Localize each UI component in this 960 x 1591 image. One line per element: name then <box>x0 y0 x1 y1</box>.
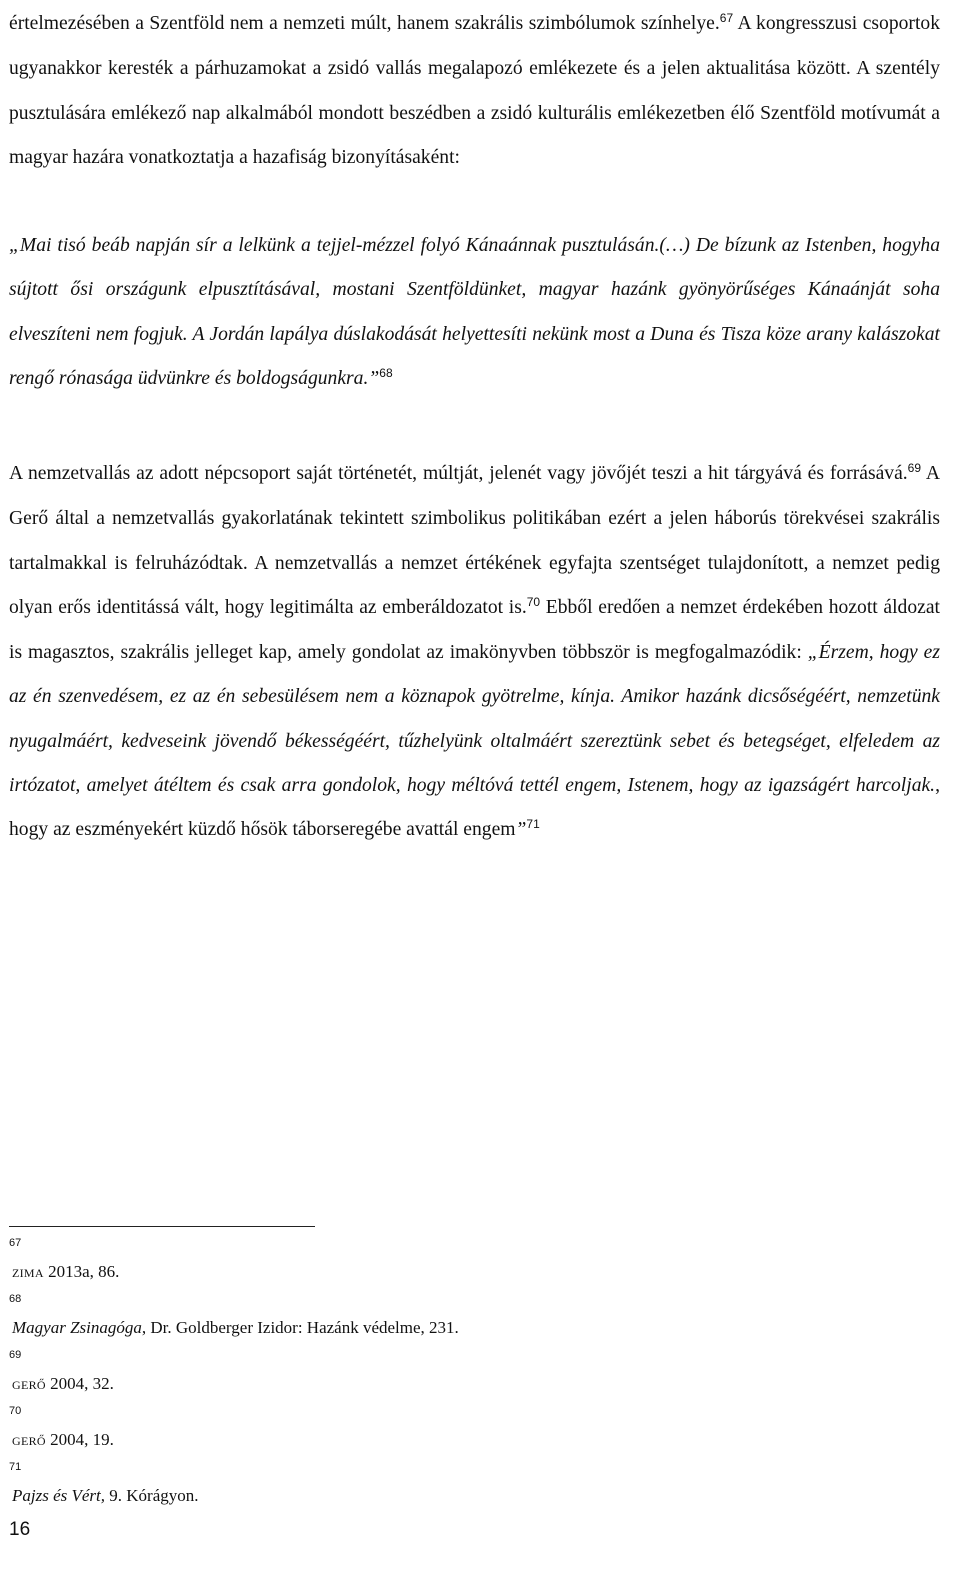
footnote-text: 9. Kórágyon. <box>105 1486 199 1505</box>
footnote-ref-70[interactable]: 70 <box>526 594 541 609</box>
page-number: 16 <box>9 1519 31 1540</box>
footnote-67 <box>12 1262 119 1282</box>
footnote-number: 69 <box>9 1349 22 1361</box>
footnote-title: Magyar Zsinagóga <box>12 1318 142 1337</box>
footnote-69 <box>12 1374 114 1394</box>
footnote-text: , Dr. Goldberger Izidor: Hazánk védelme, 231. <box>141 1318 459 1337</box>
body-paragraph-2 <box>9 452 940 854</box>
inline-quote-plain: , hogy az eszményekért küzdő hősök táborseregébe avattál engem <box>9 775 940 841</box>
paragraph-text: A kongresszusi csoportok ugyanakkor keresték a párhuzamokat a zsidó vallás megalapozó emlékezete és a jelen aktualitása között. A szentély pusztulására emlékező nap alkalmából mondott beszédben a zsidó kulturális emlékezetben élő Szentföld motívumát a magyar hazára vonatkoztatja a hazafiság bizonyításaként: <box>9 13 940 168</box>
paragraph-text: A Gerő által a nemzetvallás gyakorlatának tekintett szimbolikus politikában ezért a jelen háborús törekvései szakrális tartalmakkal is felruházódtak. A nemzetvallás a nemzet értékének egyfajta szentséget tulajdonított, a nemzet pedig olyan erős identitássá vált, hogy legitimálta az emberáldozatot is. <box>9 463 940 618</box>
footnote-separator <box>9 1226 315 1227</box>
footnote-author: GERŐ <box>12 1434 46 1448</box>
paragraph-text: Ebből eredően a nemzet érdekében hozott áldozat is magasztos, szakrális jelleget kap, amely gondolat az imakönyvben többször is megfogalmazódik: <box>9 596 940 664</box>
footnote-number: 70 <box>9 1405 22 1417</box>
block-quote <box>9 224 940 402</box>
footnote-number: 68 <box>9 1293 22 1305</box>
footnote-text: 2004, 19. <box>45 1430 114 1449</box>
inline-quote-end: ” <box>515 819 527 841</box>
footnote-number: 67 <box>9 1237 22 1249</box>
footnote-ref-67[interactable]: 67 <box>719 11 734 25</box>
body-paragraph-1 <box>9 2 940 180</box>
footnote-70 <box>12 1430 114 1450</box>
footnote-ref-68[interactable]: 68 <box>379 365 393 380</box>
footnote-68 <box>12 1318 459 1338</box>
footnote-text: 2013a, 86. <box>43 1262 120 1281</box>
footnote-number: 71 <box>9 1461 22 1473</box>
footnote-ref-71[interactable]: 71 <box>526 817 540 832</box>
paragraph-text: értelmezésében a Szentföld nem a nemzeti múlt, hanem szakrális szimbólumok színhelye. <box>9 13 720 34</box>
paragraph-text: A nemzetvallás az adott népcsoport saját történetét, múltját, jelenét vagy jövőjét teszi a hit tárgyává és forrásává. <box>9 463 908 484</box>
footnote-author: GERŐ <box>12 1378 46 1392</box>
inline-quote: „Érzem, hogy ez az én szenvedésem, ez az én sebesülésem nem a köznapok gyötrelme, kínja. Amikor hazánk dicsőségéért, nemzetünk nyugalmáért, kedveseink jövendő békességéért, tűzhelyünk oltalmáért szereztünk sebet és betegséget, elfeledem az irtózatot, amelyet átéltem és csak arra gondolok, hogy méltóvá tettél engem, Istenem, hogy az igazságért harcoljak. <box>9 642 940 797</box>
footnote-author: ZIMA <box>12 1266 44 1280</box>
footnote-71 <box>12 1486 199 1506</box>
footnote-ref-69[interactable]: 69 <box>907 461 922 475</box>
footnote-text: 2004, 32. <box>45 1374 114 1393</box>
footnote-title: Pajzs és Vért, <box>12 1486 106 1505</box>
quote-text: „Mai tisó beáb napján sír a lelkünk a tejjel-mézzel folyó Kánaánnak pusztulásán.(…) De bízunk az Istenben, hogyha sújtott ősi országunk elpusztításával, mostani Szentföldünket, magyar hazánk gyönyörűséges Kánaánját soha elveszíteni nem fogjuk. A Jordán lapálya dúslakodását helyettesíti nekünk most a Duna és Tisza köze arany kalászokat rengő rónasága üdvünkre és boldogságunkra.” <box>9 235 940 389</box>
